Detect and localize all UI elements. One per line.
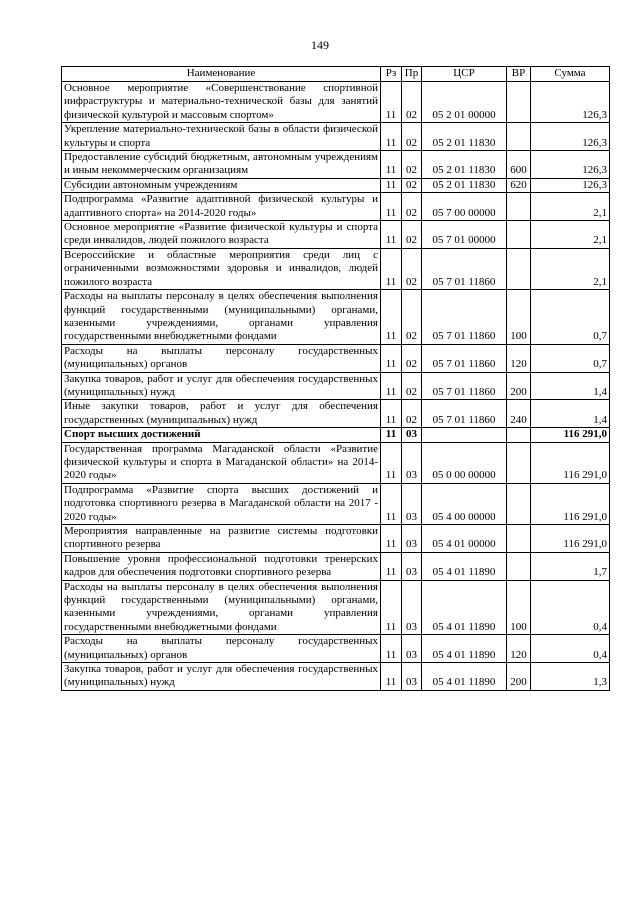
cell-sum: 1,3 <box>531 663 610 691</box>
cell-vr <box>507 221 531 249</box>
cell-pr: 02 <box>402 400 422 428</box>
cell-vr: 100 <box>507 290 531 345</box>
table-body <box>62 82 610 691</box>
cell-vr <box>507 123 531 151</box>
cell-csr: 05 2 01 00000 <box>422 82 507 123</box>
cell-pr: 02 <box>402 248 422 289</box>
table-row <box>62 525 610 553</box>
table-row <box>62 82 610 123</box>
cell-csr: 05 7 01 11860 <box>422 372 507 400</box>
cell-csr: 05 2 01 11830 <box>422 178 507 192</box>
cell-sum: 116 291,0 <box>531 442 610 483</box>
cell-vr <box>507 428 531 442</box>
cell-pr: 03 <box>402 525 422 553</box>
cell-csr: 05 2 01 11830 <box>422 151 507 179</box>
cell-sum: 116 291,0 <box>531 525 610 553</box>
cell-vr <box>507 442 531 483</box>
table-row <box>62 248 610 289</box>
table-row <box>62 580 610 635</box>
cell-sum: 0,4 <box>531 580 610 635</box>
cell-vr: 600 <box>507 151 531 179</box>
cell-rz: 11 <box>381 221 402 249</box>
table-row <box>62 635 610 663</box>
cell-name: Подпрограмма «Развитие адаптивной физической культуры и адаптивного спорта» на 2014-2020 годы» <box>62 193 381 221</box>
cell-rz: 11 <box>381 400 402 428</box>
table-row <box>62 552 610 580</box>
cell-pr: 03 <box>402 635 422 663</box>
cell-name: Мероприятия направленные на развитие системы подготовки спортивного резерва <box>62 525 381 553</box>
cell-rz: 11 <box>381 525 402 553</box>
cell-csr: 05 4 01 11890 <box>422 580 507 635</box>
cell-csr: 05 4 01 11890 <box>422 635 507 663</box>
table-row <box>62 123 610 151</box>
cell-sum: 126,3 <box>531 151 610 179</box>
cell-csr: 05 0 00 00000 <box>422 442 507 483</box>
cell-sum: 0,7 <box>531 290 610 345</box>
cell-csr: 05 2 01 11830 <box>422 123 507 151</box>
cell-vr: 100 <box>507 580 531 635</box>
column-header-pr: Пр <box>402 67 422 82</box>
cell-pr: 03 <box>402 442 422 483</box>
cell-pr: 02 <box>402 123 422 151</box>
table-row <box>62 372 610 400</box>
cell-csr: 05 7 01 11860 <box>422 290 507 345</box>
cell-csr: 05 4 01 11890 <box>422 552 507 580</box>
cell-vr: 620 <box>507 178 531 192</box>
cell-name: Субсидии автономным учреждениям <box>62 178 381 192</box>
cell-name: Закупка товаров, работ и услуг для обеспечения государственных (муниципальных) нужд <box>62 372 381 400</box>
cell-pr: 02 <box>402 151 422 179</box>
cell-name: Иные закупки товаров, работ и услуг для обеспечения государственных (муниципальных) нужд <box>62 400 381 428</box>
cell-rz: 11 <box>381 580 402 635</box>
cell-sum: 126,3 <box>531 82 610 123</box>
table-row <box>62 442 610 483</box>
cell-vr: 120 <box>507 344 531 372</box>
cell-pr: 03 <box>402 483 422 524</box>
table-row <box>62 344 610 372</box>
cell-vr <box>507 193 531 221</box>
cell-rz: 11 <box>381 663 402 691</box>
cell-csr: 05 4 01 00000 <box>422 525 507 553</box>
cell-rz: 11 <box>381 290 402 345</box>
cell-vr <box>507 248 531 289</box>
table-row <box>62 428 610 442</box>
cell-sum: 1,7 <box>531 552 610 580</box>
cell-pr: 02 <box>402 193 422 221</box>
table-row <box>62 483 610 524</box>
cell-csr: 05 7 01 11860 <box>422 400 507 428</box>
cell-sum: 0,7 <box>531 344 610 372</box>
cell-rz: 11 <box>381 248 402 289</box>
column-header-csr: ЦСР <box>422 67 507 82</box>
cell-vr: 200 <box>507 663 531 691</box>
cell-pr: 03 <box>402 552 422 580</box>
cell-rz: 11 <box>381 635 402 663</box>
cell-rz: 11 <box>381 552 402 580</box>
cell-name: Расходы на выплаты персоналу государственных (муниципальных) органов <box>62 635 381 663</box>
table-row <box>62 400 610 428</box>
cell-name: Расходы на выплаты персоналу в целях обеспечения выполнения функций государственными (муниципальными) органами, казенными учреждениями, органами управления государственными внебюджетными фондами <box>62 290 381 345</box>
column-header-vr: ВР <box>507 67 531 82</box>
cell-rz: 11 <box>381 483 402 524</box>
cell-csr: 05 7 00 00000 <box>422 193 507 221</box>
cell-vr: 240 <box>507 400 531 428</box>
cell-sum: 126,3 <box>531 123 610 151</box>
cell-rz: 11 <box>381 442 402 483</box>
cell-csr: 05 4 00 00000 <box>422 483 507 524</box>
cell-sum: 2,1 <box>531 193 610 221</box>
table-row <box>62 663 610 691</box>
cell-pr: 02 <box>402 372 422 400</box>
column-header-sum: Сумма <box>531 67 610 82</box>
cell-csr: 05 7 01 11860 <box>422 248 507 289</box>
table-row <box>62 151 610 179</box>
cell-csr: 05 4 01 11890 <box>422 663 507 691</box>
cell-name: Спорт высших достижений <box>62 428 381 442</box>
cell-sum: 1,4 <box>531 372 610 400</box>
cell-vr <box>507 483 531 524</box>
cell-rz: 11 <box>381 151 402 179</box>
cell-rz: 11 <box>381 428 402 442</box>
cell-rz: 11 <box>381 344 402 372</box>
table-row <box>62 290 610 345</box>
cell-vr <box>507 525 531 553</box>
cell-vr: 200 <box>507 372 531 400</box>
cell-sum: 2,1 <box>531 221 610 249</box>
cell-csr: 05 7 01 11860 <box>422 344 507 372</box>
cell-csr <box>422 428 507 442</box>
cell-name: Расходы на выплаты персоналу государственных (муниципальных) органов <box>62 344 381 372</box>
cell-name: Укрепление материально-технической базы в области физической культуры и спорта <box>62 123 381 151</box>
cell-pr: 03 <box>402 663 422 691</box>
cell-pr: 02 <box>402 178 422 192</box>
table-header-row <box>62 67 610 82</box>
cell-name: Государственная программа Магаданской области «Развитие физической культуры и спорта в Магаданской области» на 2014-2020 годы» <box>62 442 381 483</box>
cell-sum: 116 291,0 <box>531 428 610 442</box>
cell-name: Предоставление субсидий бюджетным, автономным учреждениям и иным некоммерческим организациям <box>62 151 381 179</box>
cell-vr: 120 <box>507 635 531 663</box>
cell-rz: 11 <box>381 193 402 221</box>
cell-rz: 11 <box>381 82 402 123</box>
cell-pr: 02 <box>402 82 422 123</box>
cell-sum: 2,1 <box>531 248 610 289</box>
table-row <box>62 178 610 192</box>
cell-vr <box>507 552 531 580</box>
column-header-rz: Рз <box>381 67 402 82</box>
cell-csr: 05 7 01 00000 <box>422 221 507 249</box>
cell-sum: 1,4 <box>531 400 610 428</box>
cell-vr <box>507 82 531 123</box>
cell-sum: 116 291,0 <box>531 483 610 524</box>
cell-pr: 02 <box>402 290 422 345</box>
cell-pr: 02 <box>402 344 422 372</box>
cell-name: Основное мероприятие «Совершенствование спортивной инфраструктуры и материально-технической базы для занятий физической культурой и массовым спортом» <box>62 82 381 123</box>
cell-rz: 11 <box>381 123 402 151</box>
cell-name: Подпрограмма «Развитие спорта высших достижений и подготовка спортивного резерва в Магаданской области на 2017 - 2020 годы» <box>62 483 381 524</box>
cell-name: Повышение уровня профессиональной подготовки тренерских кадров для обеспечения подготовки спортивного резерва <box>62 552 381 580</box>
table-row <box>62 193 610 221</box>
cell-sum: 0,4 <box>531 635 610 663</box>
cell-pr: 03 <box>402 580 422 635</box>
cell-name: Всероссийские и областные мероприятия среди лиц с ограниченными возможностями здоровья и инвалидов, людей пожилого возраста <box>62 248 381 289</box>
cell-rz: 11 <box>381 372 402 400</box>
cell-sum: 126,3 <box>531 178 610 192</box>
cell-pr: 03 <box>402 428 422 442</box>
column-header-name: Наименование <box>62 67 381 82</box>
budget-table <box>61 66 610 691</box>
cell-name: Основное мероприятие «Развитие физической культуры и спорта среди инвалидов, людей пожилого возраста <box>62 221 381 249</box>
cell-name: Закупка товаров, работ и услуг для обеспечения государственных (муниципальных) нужд <box>62 663 381 691</box>
cell-pr: 02 <box>402 221 422 249</box>
page-number: 149 <box>311 38 329 52</box>
cell-rz: 11 <box>381 178 402 192</box>
cell-name: Расходы на выплаты персоналу в целях обеспечения выполнения функций государственными (муниципальными) органами, казенными учреждениями, органами управления государственными внебюджетными фондами <box>62 580 381 635</box>
table-row <box>62 221 610 249</box>
